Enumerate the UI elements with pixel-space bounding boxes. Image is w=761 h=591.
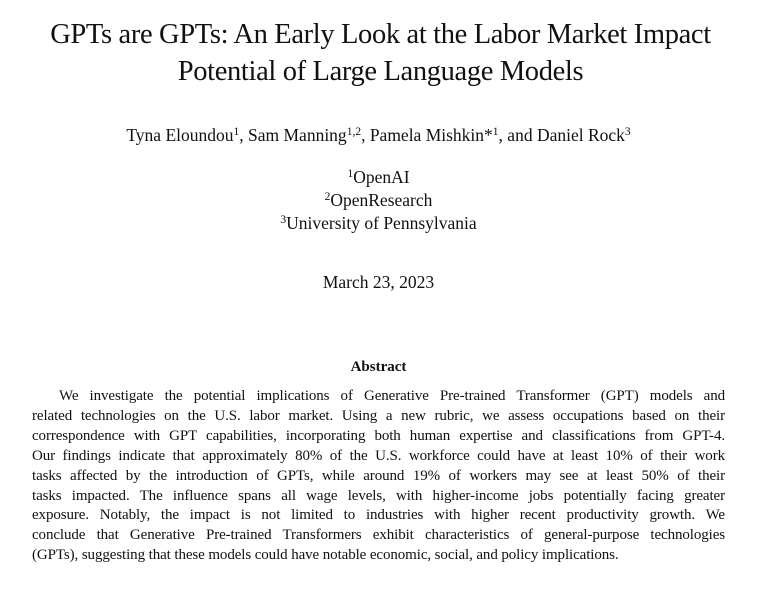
abstract-line: tasks affected by the introduction of GPTs, while around 19% of workers may see at least 50% of their <box>32 467 725 484</box>
publication-date: March 23, 2023 <box>322 272 435 292</box>
author-affiliation-mark: 3 <box>624 126 631 138</box>
author-separator: , and <box>498 125 537 145</box>
abstract-line: We investigate the potential implications of Generative Pre-trained Transformer (GPT) models and <box>59 388 725 404</box>
author-name: Pamela Mishkin* <box>369 125 493 145</box>
abstract-line: Our findings indicate that approximately 80% of the U.S. workforce could have at least 10% of their work <box>32 447 725 464</box>
author-separator: , <box>239 125 248 145</box>
author-affiliation-mark: 1 <box>233 126 240 138</box>
author-separator: , <box>361 125 370 145</box>
affiliation-openresearch <box>0 189 757 211</box>
abstract-line: exposure. Notably, the impact is not limited to industries with higher recent productivity growth. We <box>32 507 725 524</box>
author-list <box>0 124 757 146</box>
abstract-body <box>32 387 725 566</box>
affiliation-mark: 3 <box>280 214 287 226</box>
author-affiliation-mark: 1 <box>492 126 499 138</box>
abstract-line: related technologies on the U.S. labor market. Using a new rubric, we assess occupations based on their <box>32 407 725 424</box>
affiliation-openai <box>0 166 757 188</box>
author-name: Tyna Eloundou <box>126 125 234 145</box>
affiliation-upenn <box>0 212 757 234</box>
affiliation-name: University of Pennsylvania <box>286 213 477 233</box>
paper-title <box>0 16 761 90</box>
affiliation-mark: 2 <box>324 191 331 203</box>
paper-title-line-1: GPTs are GPTs: An Early Look at the Labor Market Impact <box>50 19 711 50</box>
affiliation-name: OpenResearch <box>330 190 433 210</box>
author-name: Sam Manning <box>248 125 347 145</box>
paper-title-line-2: Potential of Large Language Models <box>177 56 584 87</box>
abstract-heading: Abstract <box>350 359 407 375</box>
abstract-line: tasks impacted. The influence spans all wage levels, with higher-income jobs potentially facing greater <box>32 487 725 504</box>
abstract-line: (GPTs), suggesting that these models could have notable economic, social, and policy implications. <box>32 547 619 564</box>
affiliation-name: OpenAI <box>353 167 410 187</box>
abstract-line: correspondence with GPT capabilities, incorporating both human expertise and classifications from GPT-4. <box>32 427 725 444</box>
affiliation-mark: 1 <box>347 168 354 180</box>
abstract-line: conclude that Generative Pre-trained Transformers exhibit characteristics of general-purpose technologies <box>32 527 725 544</box>
author-name: Daniel Rock <box>536 125 625 145</box>
author-affiliation-mark: 1,2 <box>346 126 362 138</box>
